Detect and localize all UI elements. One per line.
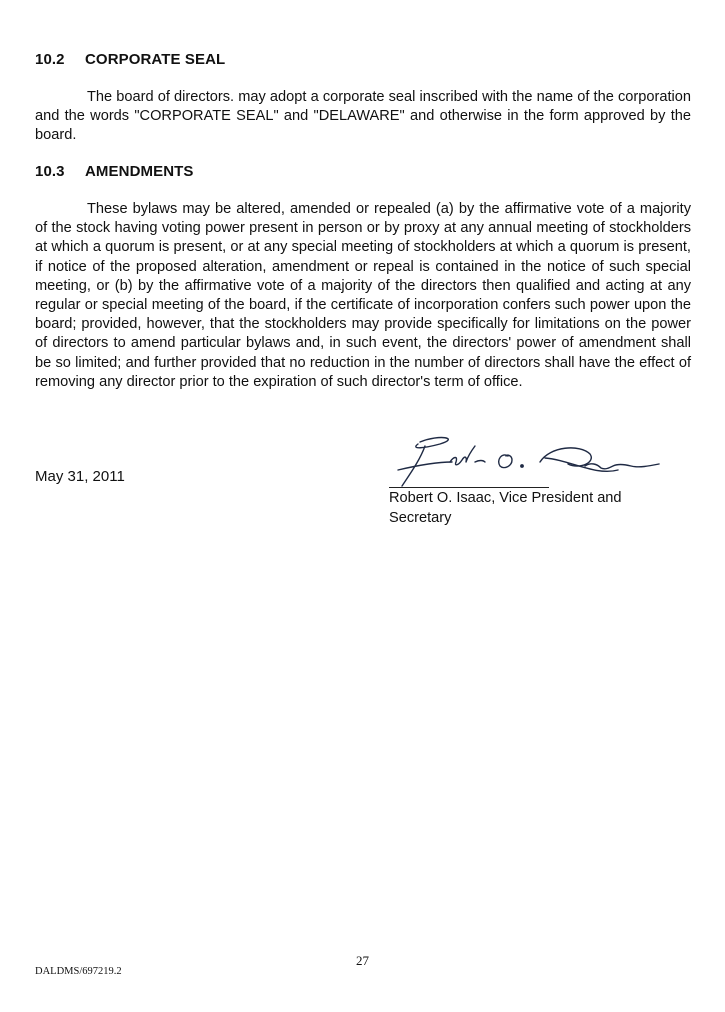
document-reference: DALDMS/697219.2 <box>35 966 122 977</box>
signer-name-title: Robert O. Isaac, Vice President and Secretary <box>389 490 622 526</box>
handwritten-signature <box>380 432 665 492</box>
signature-date: May 31, 2011 <box>35 468 125 485</box>
section-number: 10.2 <box>35 51 65 68</box>
section-title: AMENDMENTS <box>85 163 194 180</box>
page-number: 27 <box>356 953 369 968</box>
section-number: 10.3 <box>35 163 65 180</box>
section-body-corporate-seal: The board of directors. may adopt a corporate seal inscribed with the name of the corporation and the words "CORPORATE SEAL" and "DELAWARE" and otherwise in the form approved by the board. <box>35 89 691 144</box>
section-heading-amendments <box>35 163 194 180</box>
signature-line <box>389 487 549 488</box>
section-title: CORPORATE SEAL <box>85 51 226 68</box>
section-body-amendments: These bylaws may be altered, amended or repealed (a) by the affirmative vote of a majority of the stock having voting power present in person or by proxy at any annual meeting of stockholders at which a quorum is present, or at any special meeting of stockholders at which a quorum is present, if notice of the proposed alteration, amendment or repeal is contained in the notice of such special meeting, or (b) by the affirmative vote of a majority of the directors then qualified and acting at any regular or special meeting of the board, if the certificate of incorporation confers such power upon the board; provided, however, that the stockholders may provide specifically for limitations on the power of directors to amend particular bylaws and, in such event, the directors' power of amendment shall be so limited; and further provided that no reduction in the number of directors shall have the effect of removing any director prior to the expiration of such director's term of office. <box>35 201 691 390</box>
section-heading-corporate-seal <box>35 51 225 68</box>
